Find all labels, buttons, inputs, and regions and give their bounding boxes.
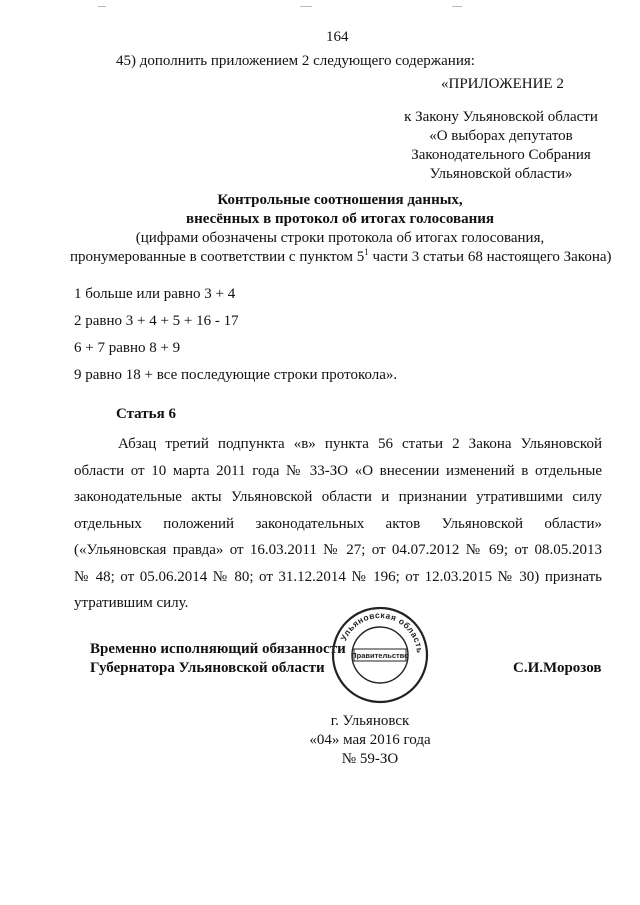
appendix-line: Ульяновской области» bbox=[429, 166, 573, 182]
signature-name: С.И.Морозов bbox=[513, 660, 602, 676]
article-title: Статья 6 bbox=[116, 406, 176, 422]
footer bbox=[290, 712, 450, 769]
article-line: отдельных положений законодательных актов Ульяновской области» bbox=[74, 515, 602, 532]
item-45-text: 45) дополнить приложением 2 следующего содержания: bbox=[116, 53, 475, 69]
article-line: Абзац третий подпункта «в» пункта 56 статьи 2 Закона Ульяновской bbox=[118, 436, 602, 452]
article-line: утратившим силу. bbox=[74, 595, 189, 611]
footer-date: «04» мая 2016 года bbox=[309, 732, 431, 748]
section-heading bbox=[70, 191, 610, 267]
section-title-line2: внесённых в протокол об итогах голосования bbox=[186, 211, 494, 227]
signature-position-line1: Временно исполняющий обязанности bbox=[90, 641, 346, 657]
relation-3: 6 + 7 равно 8 + 9 bbox=[74, 340, 181, 356]
article-line: («Ульяновская правда» от 16.03.2011 № 27; от 04.07.2012 № 69; от 08.05.2013 bbox=[74, 542, 602, 558]
page-number: 164 bbox=[326, 29, 349, 45]
relation-1: 1 больше или равно 3 + 4 bbox=[74, 286, 236, 302]
section-note-line2: пронумерованные в соответствии с пунктом $5^1$ части 3 статьи 68 настоящего Закона) bbox=[70, 247, 612, 265]
appendix-line: Законодательного Собрания bbox=[411, 147, 591, 163]
footer-city: г. Ульяновск bbox=[330, 713, 410, 729]
stamp-ring-text: Ульяновская область bbox=[338, 609, 426, 654]
section-title-line1: Контрольные соотношения данных, bbox=[217, 192, 463, 208]
stamp-center-text: Правительство bbox=[351, 651, 409, 660]
scan-mark bbox=[300, 6, 312, 7]
signature-position-line2: Губернатора Ульяновской области bbox=[90, 660, 325, 676]
scan-mark bbox=[452, 6, 462, 7]
appendix-reference bbox=[390, 108, 612, 184]
footer-number: № 59-ЗО bbox=[341, 751, 399, 767]
relation-4: 9 равно 18 + все последующие строки протокола». bbox=[74, 367, 398, 383]
appendix-line: «О выборах депутатов bbox=[429, 128, 573, 144]
relation-2: 2 равно 3 + 4 + 5 + 16 - 17 bbox=[74, 313, 239, 329]
official-stamp bbox=[330, 605, 430, 705]
appendix-title: «ПРИЛОЖЕНИЕ 2 bbox=[441, 76, 564, 92]
article-line: № 48; от 05.06.2014 № 80; от 31.12.2014 № 196; от 12.03.2015 № 30) признать bbox=[74, 568, 602, 585]
scan-mark bbox=[98, 6, 106, 7]
article-body bbox=[74, 431, 602, 617]
article-line: области от 10 марта 2011 года № 33-ЗО «О внесении изменений в отдельные bbox=[74, 462, 602, 479]
section-note-line1: (цифрами обозначены строки протокола об итогах голосования, bbox=[135, 230, 545, 246]
article-line: законодательные акты Ульяновской области и признании утратившими силу bbox=[74, 489, 602, 505]
appendix-line: к Закону Ульяновской области bbox=[404, 109, 598, 125]
